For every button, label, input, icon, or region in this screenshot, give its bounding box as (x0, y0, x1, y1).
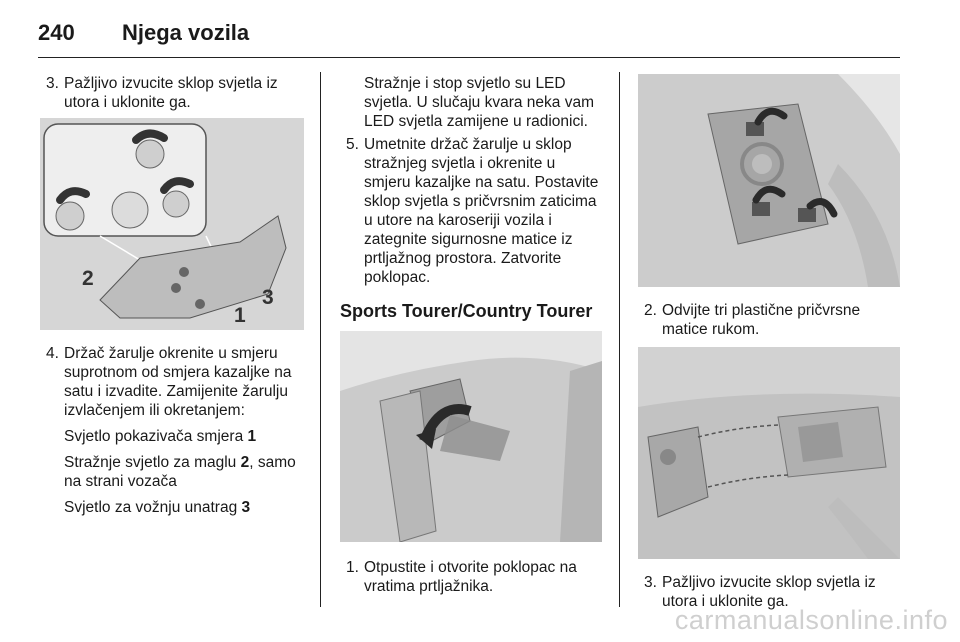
column-3 (638, 74, 902, 611)
column-2 (340, 74, 604, 596)
step-text: Pažljivo izvucite sklop svjetla iz utora i uklonite ga. (662, 574, 876, 610)
step-number: 5. (346, 136, 359, 153)
bulb-ref-3: 3 (241, 499, 251, 516)
step-3-item (40, 74, 304, 112)
step-2-item (638, 301, 902, 339)
bulb-reverse: Svjetlo za vožnju unatrag 3 (64, 499, 251, 516)
tailgate-illustration (340, 331, 602, 542)
step-number: 1. (346, 559, 359, 576)
step-text: Odvijte tri plastične pričvrsne matice rukom. (662, 302, 861, 338)
retaining-nuts-figure (638, 74, 900, 287)
step-number: 4. (46, 345, 59, 362)
retaining-nuts-illustration (638, 74, 900, 287)
step-text: Umetnite držač žarulje u sklop stražnjeg svjetla i okrenite u smjeru kazaljke na satu. Postavite sklop svjetla s pričvrsnim zaticima u utore na karoseriji vozila i zategnite sigurnosne matice iz prtljažnog prostora. Zatvorite poklopac. (364, 136, 599, 286)
step-number: 2. (644, 302, 657, 319)
step-number: 3. (46, 75, 59, 92)
step-number: 3. (644, 574, 657, 591)
section-heading: Sports Tourer/Country Tourer (340, 301, 593, 321)
remove-taillight-figure (638, 347, 900, 559)
led-note: Stražnje i stop svjetlo su LED svjetla. U slučaju kvara neka vam LED svjetla zamijene u radionici. (364, 75, 595, 130)
callout-2: 2 (82, 267, 94, 290)
remove-taillight-illustration (638, 347, 900, 559)
tailgate-cover-figure (340, 331, 602, 542)
step-text: Otpustite i otvorite poklopac na vratima prtljažnika. (364, 559, 577, 595)
step-5-item (340, 135, 604, 287)
page-number: 240 (38, 20, 75, 45)
step-text: Držač žarulje okrenite u smjeru suprotnom od smjera kazaljke na satu i izvadite. Zamijenite žarulju izvlačenjem ili okretanjem: (64, 345, 292, 419)
step-4-item (40, 344, 304, 420)
header-rule (38, 57, 900, 58)
bulb-ref-1: 1 (247, 428, 257, 445)
bulb-ref-2: 2 (240, 454, 250, 471)
bulb-rear-fog: Stražnje svjetlo za maglu 2, samo na strani vozača (64, 454, 296, 490)
callout-1: 1 (234, 304, 246, 327)
column-divider-1 (320, 72, 321, 607)
callout-3: 3 (262, 286, 274, 309)
step-1-item (340, 558, 604, 596)
column-1 (40, 74, 304, 517)
taillight-bulb-figure (40, 118, 304, 330)
bulb-turn-signal: Svjetlo pokazivača smjera 1 (64, 428, 257, 445)
column-divider-2 (619, 72, 620, 607)
taillight-illustration (40, 118, 304, 330)
page-title: Njega vozila (122, 20, 250, 45)
watermark: carmanualsonline.info (674, 605, 948, 635)
step-text: Pažljivo izvucite sklop svjetla iz utora i uklonite ga. (64, 75, 278, 111)
